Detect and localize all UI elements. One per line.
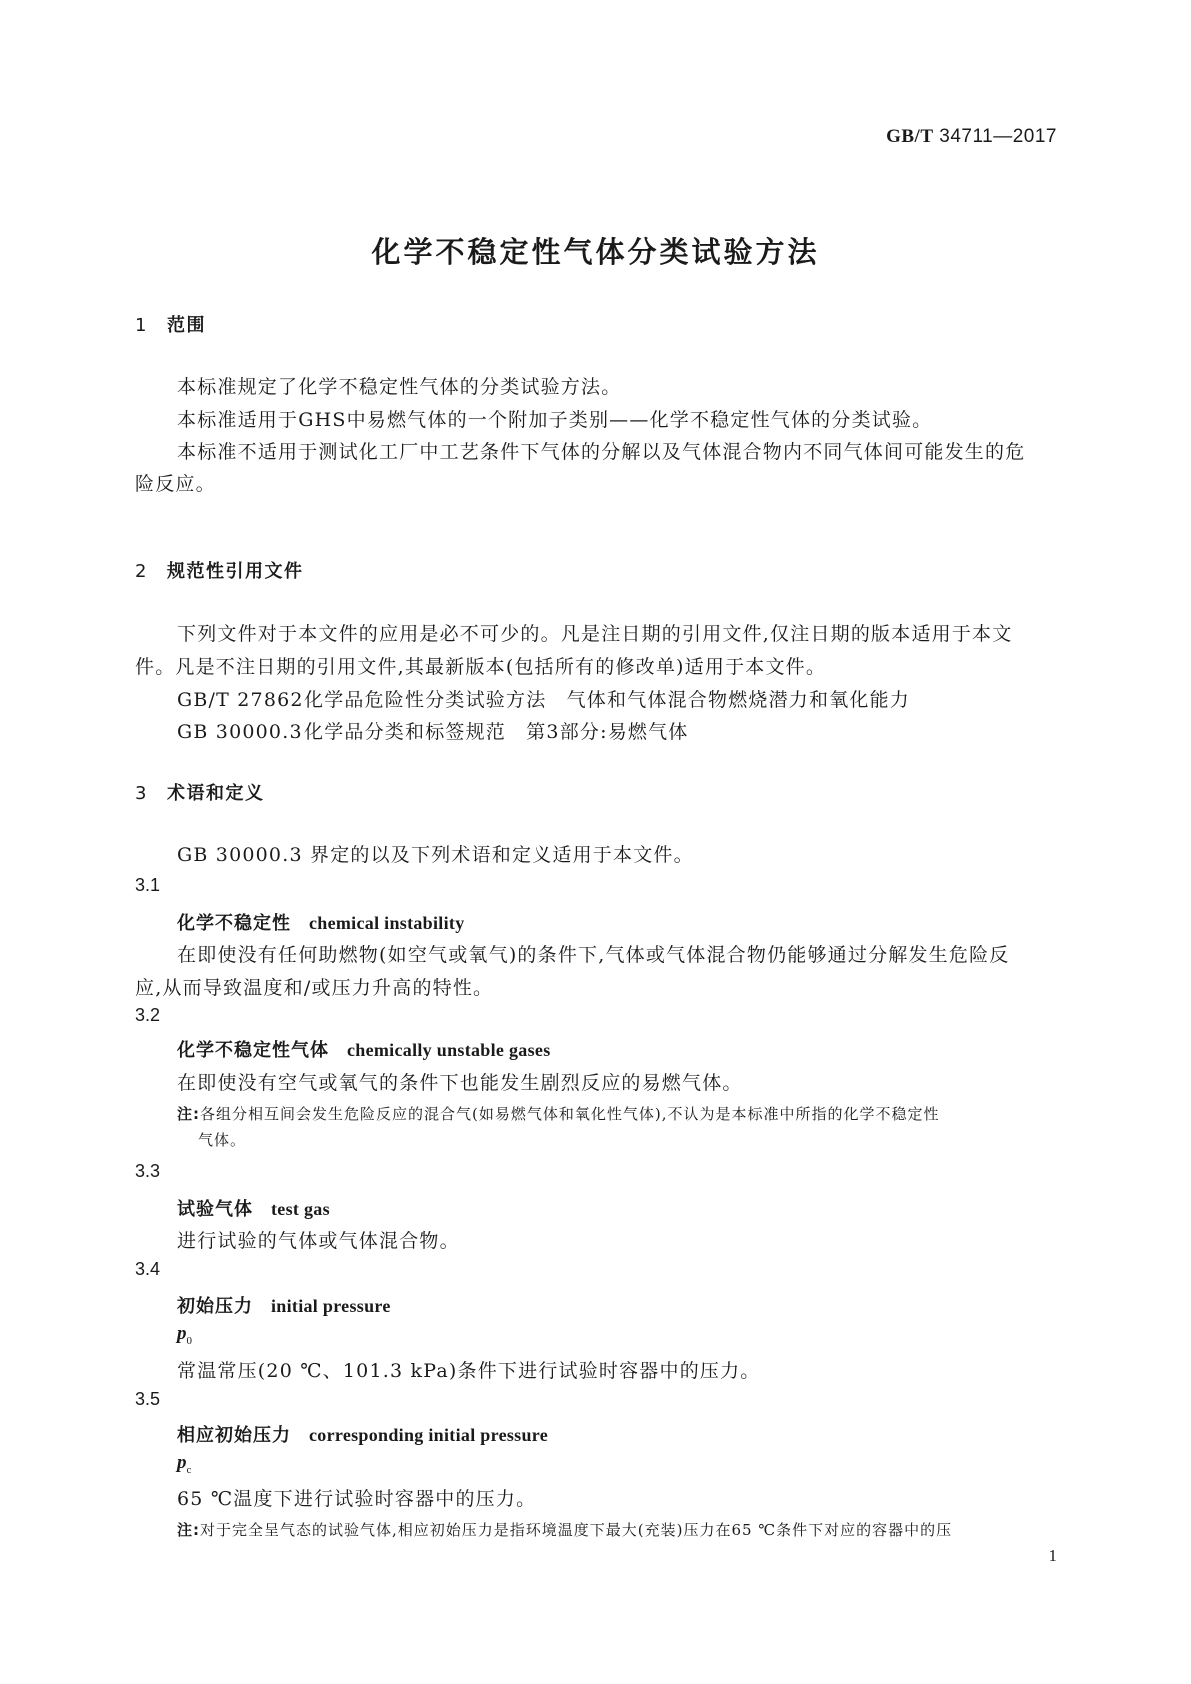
term-en: test gas bbox=[271, 1199, 330, 1219]
reference-code: GB/T 27862 bbox=[177, 689, 304, 711]
symbol-subscript: c bbox=[186, 1463, 192, 1476]
note-label: 注: bbox=[177, 1521, 200, 1539]
paragraph: 下列文件对于本文件的应用是必不可少的。凡是注日期的引用文件,仅注日期的版本适用于本文 bbox=[177, 623, 1013, 645]
paragraph: GB 30000.3 界定的以及下列术语和定义适用于本文件。 bbox=[177, 844, 694, 866]
term-symbol bbox=[177, 1452, 191, 1476]
symbol-letter: p bbox=[177, 1452, 187, 1473]
term-zh: 相应初始压力 bbox=[177, 1425, 291, 1446]
note-continuation: 气体。 bbox=[198, 1131, 247, 1149]
note-text: 对于完全呈气态的试验气体,相应初始压力是指环境温度下最大(充装)压力在65 ℃条件下对应的容器中的压 bbox=[200, 1521, 953, 1539]
term-definition-continuation: 应,从而导致温度和/或压力升高的特性。 bbox=[135, 977, 494, 999]
section-heading-terms-definitions bbox=[135, 779, 265, 805]
term-zh: 化学不稳定性 bbox=[177, 913, 291, 934]
reference-title: 化学品危险性分类试验方法 气体和气体混合物燃烧潜力和氧化能力 bbox=[304, 689, 911, 711]
term-definition: 在即使没有空气或氧气的条件下也能发生剧烈反应的易燃气体。 bbox=[177, 1072, 743, 1094]
section-title: 范围 bbox=[167, 315, 206, 336]
term-symbol bbox=[177, 1323, 192, 1347]
reference-title: 化学品分类和标签规范 第3部分:易燃气体 bbox=[304, 721, 689, 743]
term-zh: 初始压力 bbox=[177, 1296, 253, 1317]
term-heading bbox=[177, 1421, 548, 1447]
paragraph: 本标准规定了化学不稳定性气体的分类试验方法。 bbox=[177, 376, 622, 398]
clause-number: 3.1 bbox=[135, 875, 161, 895]
note bbox=[177, 1519, 952, 1540]
term-zh: 试验气体 bbox=[177, 1199, 253, 1220]
paragraph-continuation: 险反应。 bbox=[135, 473, 216, 495]
term-heading bbox=[177, 1036, 551, 1062]
symbol-subscript: 0 bbox=[186, 1334, 192, 1347]
paragraph: 本标准适用于GHS中易燃气体的一个附加子类别——化学不稳定性气体的分类试验。 bbox=[177, 409, 933, 431]
term-definition: 常温常压(20 ℃、101.3 kPa)条件下进行试验时容器中的压力。 bbox=[177, 1360, 761, 1382]
term-heading bbox=[177, 1195, 330, 1221]
standard-number: 34711—2017 bbox=[939, 126, 1057, 147]
section-number: 2 bbox=[135, 561, 148, 582]
term-definition: 65 ℃温度下进行试验时容器中的压力。 bbox=[177, 1488, 537, 1510]
clause-number: 3.4 bbox=[135, 1259, 161, 1279]
section-heading-normative-references bbox=[135, 557, 304, 583]
paragraph-continuation: 件。凡是不注日期的引用文件,其最新版本(包括所有的修改单)适用于本文件。 bbox=[135, 656, 827, 678]
document-title: 化学不稳定性气体分类试验方法 bbox=[371, 235, 820, 269]
reference-item bbox=[177, 717, 689, 744]
term-en: chemically unstable gases bbox=[347, 1040, 551, 1060]
page-number: 1 bbox=[1048, 1546, 1057, 1565]
clause-number: 3.5 bbox=[135, 1389, 161, 1409]
term-definition: 进行试验的气体或气体混合物。 bbox=[177, 1230, 460, 1252]
standard-prefix: GB/T bbox=[886, 126, 934, 147]
note-text: 各组分相互间会发生危险反应的混合气(如易燃气体和氧化性气体),不认为是本标准中所指的化学不稳定性 bbox=[200, 1105, 940, 1123]
term-definition: 在即使没有任何助燃物(如空气或氧气)的条件下,气体或气体混合物仍能够通过分解发生危险反 bbox=[177, 944, 1010, 966]
section-number: 3 bbox=[135, 783, 148, 804]
note-label: 注: bbox=[177, 1105, 200, 1123]
clause-number: 3.3 bbox=[135, 1161, 161, 1181]
term-en: corresponding initial pressure bbox=[309, 1425, 549, 1445]
term-heading bbox=[177, 1292, 391, 1318]
note bbox=[177, 1103, 939, 1124]
standard-code bbox=[886, 126, 1057, 148]
section-number: 1 bbox=[135, 315, 148, 336]
term-heading bbox=[177, 909, 465, 935]
section-heading-scope bbox=[135, 311, 206, 337]
reference-code: GB 30000.3 bbox=[177, 721, 303, 743]
section-title: 规范性引用文件 bbox=[167, 561, 304, 582]
clause-number: 3.2 bbox=[135, 1005, 161, 1025]
reference-item bbox=[177, 685, 910, 712]
paragraph: 本标准不适用于测试化工厂中工艺条件下气体的分解以及气体混合物内不同气体间可能发生的危 bbox=[177, 441, 1026, 463]
section-title: 术语和定义 bbox=[167, 783, 265, 804]
term-en: chemical instability bbox=[309, 913, 465, 933]
symbol-letter: p bbox=[177, 1323, 187, 1344]
term-zh: 化学不稳定性气体 bbox=[177, 1040, 329, 1061]
term-en: initial pressure bbox=[271, 1296, 391, 1316]
